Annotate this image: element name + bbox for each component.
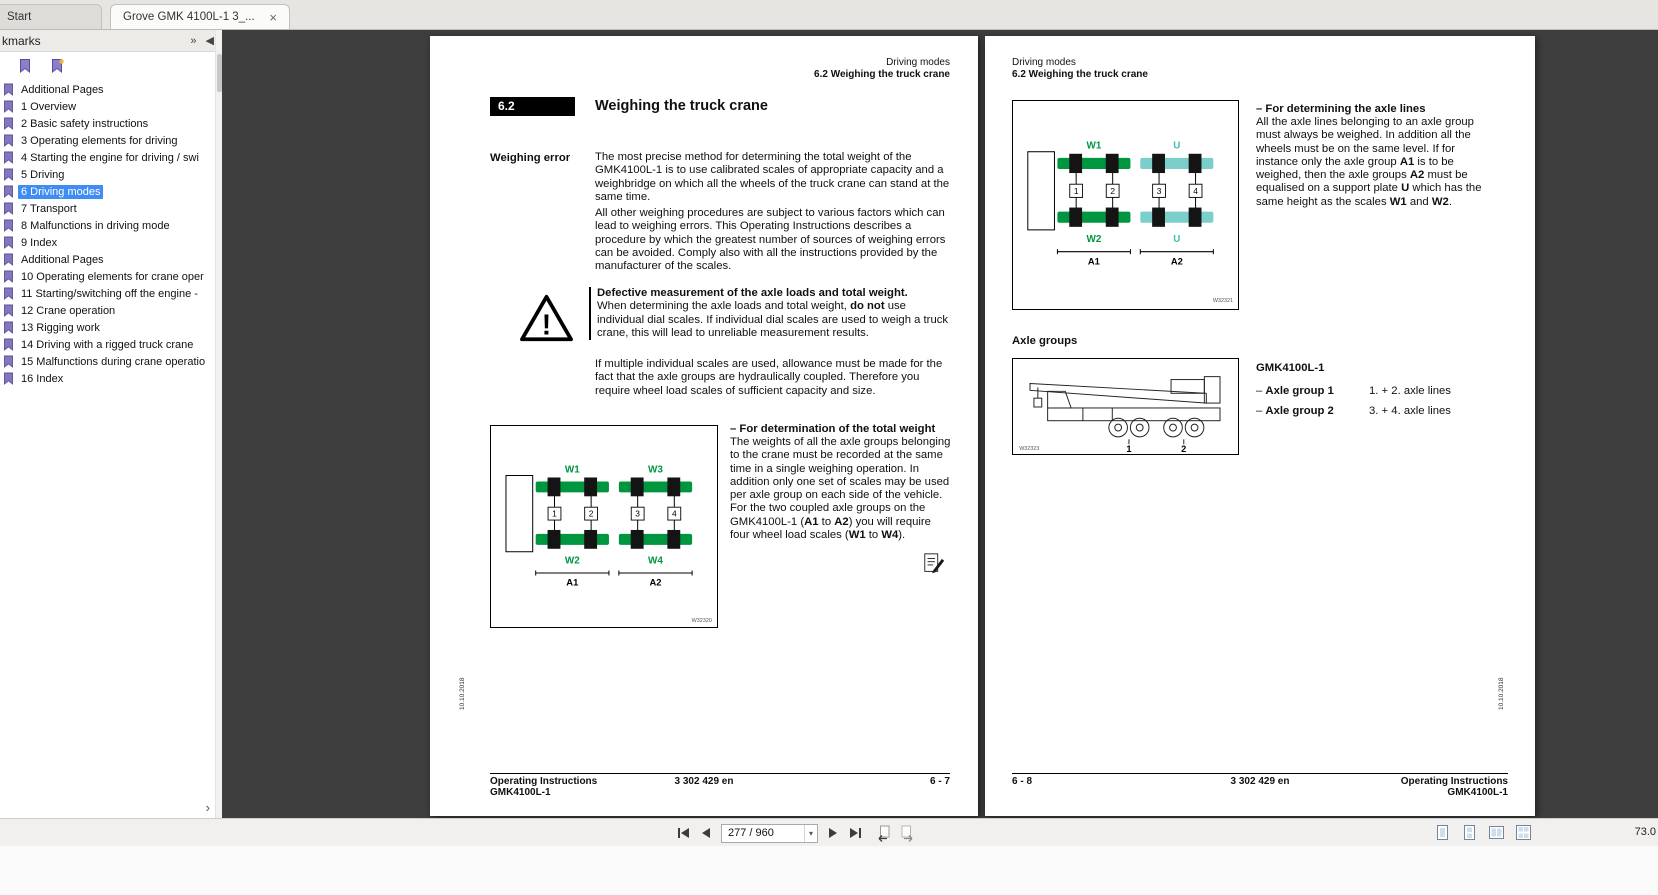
bookmark-icon [3,168,14,181]
bookmark-item[interactable] [0,200,222,217]
bookmark-icon [3,321,14,334]
bookmark-icon [3,219,14,232]
axle-group-mark: 2 [1181,444,1187,454]
axle-scales-support-diagram [1012,100,1239,310]
side-date-text: 10.10.2018 [1498,677,1505,710]
bookmarks-panel-title: kmarks [2,33,41,48]
bookmark-item[interactable] [0,234,222,251]
axle-group-mark: 1 [1126,444,1132,454]
subsection-body: All the axle lines belonging to an axle group must always be weighed. In addition all the wheels must be on the same level. If for instance only the axle group A1 is to be weighed, then the axle groups A2 must be equalised on a support plate U which has the same height as the scales W1 and W2. [1256,116,1482,208]
document-viewer [222,30,1658,818]
axle-number: 2 [1110,185,1116,196]
bookmark-item[interactable] [0,302,222,319]
triangle-left-icon [702,828,710,838]
bookmark-item-label: 2 Basic safety instructions [21,117,149,130]
running-header-section: 6.2 Weighing the truck crane [1012,69,1148,80]
warning-body: When determining the axle loads and total weight, do not use individual dial scales. If individual dial scales are used to weigh a truck crane, this will lead to unreliable measurement results. [597,300,949,339]
axle-group-row [1256,405,1501,418]
bookmark-item[interactable] [0,319,222,336]
tab-start-label: Start [7,11,32,23]
body-paragraph: The most precise method for determining the total weight of the GMK4100L-1 is to use calibrated scales of appropriate capacity and a weighbridge on which all the wheels of the truck crane can stand at the same time. [595,151,950,203]
footer-page-number: 6 - 7 [929,776,950,787]
bookmark-item-label: 3 Operating elements for driving [21,134,178,147]
crane-model-heading: GMK4100L-1 [1256,362,1325,374]
bookmarks-toolbar [0,52,222,79]
bookmark-item[interactable] [0,251,222,268]
subsection-body: The weights of all the axle groups belonging to the crane must be recorded at the same time in a single weighing operation. In addition only one set of scales may be used per axle group on each side of the vehicle. For the two coupled axle groups on the GMK4100L-1 (A1 to A2) you will require four wheel load scales (W1 to W4). [730,436,951,542]
page-navigation-group [676,823,914,843]
bookmark-item-label: 7 Transport [21,202,77,215]
bookmark-item-label: 1 Overview [21,100,77,113]
bookmarks-panel [0,30,222,818]
bookmark-icon [3,117,14,130]
footer-part-number: 3 302 429 en [1230,776,1290,787]
bookmark-item[interactable] [0,149,222,166]
axle-number: 2 [588,508,594,519]
bookmark-item-label: 10 Operating elements for crane oper [21,270,204,283]
bookmark-item[interactable] [0,217,222,234]
window-margin [0,846,1658,895]
bookmark-icon [3,83,14,96]
bookmark-item[interactable] [0,370,222,387]
bookmark-item-label: 11 Starting/switching off the engine - [21,287,198,300]
bookmark-item[interactable] [0,81,222,98]
bookmark-item-label: 8 Malfunctions in driving mode [21,219,170,232]
subsection-heading: – For determination of the total weight [730,423,936,435]
footer-model: GMK4100L-1 [1447,786,1508,798]
scale-label: W2 [564,555,580,567]
bookmark-icon [3,287,14,300]
note-writing-icon [922,552,946,580]
triangle-right-icon [850,828,858,838]
crane-side-view-figure [1012,358,1239,455]
axle-number: 1 [552,508,557,519]
axle-group-label: A2 [649,576,662,588]
next-view-icon[interactable] [899,825,914,842]
view-history-group [877,825,914,842]
axle-group-label: A1 [1087,256,1100,268]
support-plate-label: U [1173,140,1181,152]
bookmarks-scrollbar[interactable] [215,30,222,818]
document-page-right [985,36,1535,816]
axle-number: 3 [635,508,641,519]
page-number-value: 277 / 960 [728,827,774,839]
scale-label: W2 [1086,233,1102,246]
facing-view-icon[interactable] [1488,824,1505,841]
footer-right [1401,777,1508,798]
axle-group-label: A1 [566,576,579,588]
axle-number: 1 [1073,185,1079,196]
bookmark-icon [3,338,14,351]
tab-document[interactable] [110,4,290,29]
bookmark-icon [3,202,14,215]
bookmark-item-label: 15 Malfunctions during crane operatio [21,355,206,368]
bookmark-item[interactable] [0,353,222,370]
axle-group-row [1256,385,1501,398]
page-layout-group [1434,824,1532,841]
scale-label: W1 [1086,140,1102,152]
footer-model: GMK4100L-1 [490,786,551,798]
bookmark-item-label: 16 Index [21,372,64,385]
warning-exclamation: ! [541,309,552,342]
section-title: Weighing the truck crane [595,98,768,114]
document-page-left [430,36,978,816]
bookmark-icon [3,100,14,113]
scale-label: W4 [648,555,663,567]
previous-view-icon[interactable] [877,825,892,842]
bookmark-icon [3,372,14,385]
bookmark-item-label: 12 Crane operation [21,304,116,317]
margin-label: Weighing error [490,152,571,164]
tab-close-icon[interactable]: × [269,9,277,25]
bookmark-item-label: Additional Pages [21,83,104,96]
axle-group-label: A2 [1170,256,1183,268]
bookmark-icon [3,236,14,249]
first-page-button[interactable] [676,826,691,840]
zoom-level-value: 73.0 [1634,826,1656,838]
footer-rule [1012,773,1508,774]
tab-bar [0,0,1658,30]
axle-group-row-label: – Axle group 1 [1256,385,1334,397]
bookmark-item[interactable] [0,115,222,132]
main-area [0,30,1658,818]
previous-page-button[interactable] [700,826,712,840]
bookmark-item-label: 9 Index [21,236,58,249]
figure-code: W32323 [1019,446,1040,453]
page-number-input[interactable] [721,824,818,843]
bookmarks-panel-header [0,30,222,52]
bookmark-item-label: 4 Starting the engine for driving / swi [21,151,199,164]
bookmark-item[interactable] [0,98,222,115]
footer-page-number: 6 - 8 [1012,776,1033,787]
warning-heading: Defective measurement of the axle loads and total weight. [597,287,908,299]
figure-code: W32321 [1212,297,1234,304]
axle-number: 4 [671,508,677,519]
bookmark-options-icon[interactable] [50,58,65,74]
axle-group-row-value: 3. + 4. axle lines [1369,405,1451,417]
axle-groups-caption: Axle groups [1012,335,1078,347]
body-paragraph: If multiple individual scales are used, allowance must be made for the fact that the axle groups are hydraulically coupled. Therefore you require wheel load scales of sufficient capacity and size. [595,358,943,397]
bookmark-icon [3,151,14,164]
bookmark-icon [3,253,14,266]
subsection-heading: – For determining the axle lines [1256,103,1426,115]
triangle-right-icon [829,828,837,838]
expand-bookmark-icon[interactable] [18,58,33,74]
single-page-view-icon[interactable] [1434,824,1451,841]
bottom-toolbar [0,818,1658,846]
next-page-button[interactable] [827,826,839,840]
bookmark-icon [3,270,14,283]
axle-number: 3 [1156,185,1162,196]
footer-part-number: 3 302 429 en [674,776,734,787]
bookmark-item-label: 5 Driving [21,168,65,181]
bookmark-item-label: 13 Rigging work [21,321,100,334]
first-page-icon [678,828,680,838]
page-dropdown-caret-icon[interactable]: ▾ [804,825,817,842]
scale-label: W1 [564,464,580,476]
axle-number: 4 [1193,185,1198,196]
bookmark-item[interactable] [0,336,222,353]
facing-continuous-view-icon[interactable] [1515,824,1532,841]
footer-doc-type: Operating Instructions [1400,776,1508,787]
axle-group-row-value: 1. + 2. axle lines [1369,385,1451,397]
axle-group-row-label: – Axle group 2 [1256,405,1334,417]
bookmark-item[interactable] [0,132,222,149]
warning-triangle-icon [518,293,575,348]
page-running-header [1012,57,1148,81]
bookmark-item-label: 14 Driving with a rigged truck crane [21,338,194,351]
tab-start[interactable] [0,4,102,29]
bookmark-item-label: Additional Pages [21,253,104,266]
bookmark-item[interactable] [0,268,222,285]
figure-code: W32320 [691,618,712,625]
last-page-button[interactable] [848,826,863,840]
scale-label: W3 [648,464,663,476]
bookmark-icon [3,134,14,147]
bookmark-item[interactable] [0,166,222,183]
bookmark-icon [3,185,14,198]
page-running-header [814,57,950,81]
panel-arrow-icon[interactable]: ◀ [205,35,214,47]
footer-doc-type: Operating Instructions [490,776,598,787]
bookmark-item[interactable] [0,285,222,302]
running-header-chapter: Driving modes [886,57,950,68]
axle-scales-diagram [490,425,718,628]
running-header-section: 6.2 Weighing the truck crane [814,69,950,80]
body-paragraph: All other weighing procedures are subject to various factors which can lead to weighing errors. This Operating Instructions describes a procedure by which the greatest number of sources of weighing errors can be avoided. Comply also with all the instructions provided by the manufacturer of the scales. [595,207,946,273]
bookmark-item-label: 6 Driving modes [18,185,103,199]
bookmark-list [0,79,222,387]
bookmark-icon [3,304,14,317]
support-plate-label: U [1173,233,1181,246]
triangle-left-icon [681,828,689,838]
footer-rule [490,773,950,774]
continuous-view-icon[interactable] [1461,824,1478,841]
side-date-text: 10.10.2018 [459,677,466,710]
panel-expand-arrow-icon[interactable]: › [205,800,210,815]
running-header-chapter: Driving modes [1012,57,1076,68]
collapse-panel-icon[interactable]: » [190,34,197,47]
last-page-icon [859,828,861,838]
warning-block [589,287,953,340]
bookmark-item[interactable] [0,183,222,200]
section-number-badge: 6.2 [490,97,575,116]
tab-document-label: Grove GMK 4100L-1 3_... [123,11,255,23]
bookmark-icon [3,355,14,368]
